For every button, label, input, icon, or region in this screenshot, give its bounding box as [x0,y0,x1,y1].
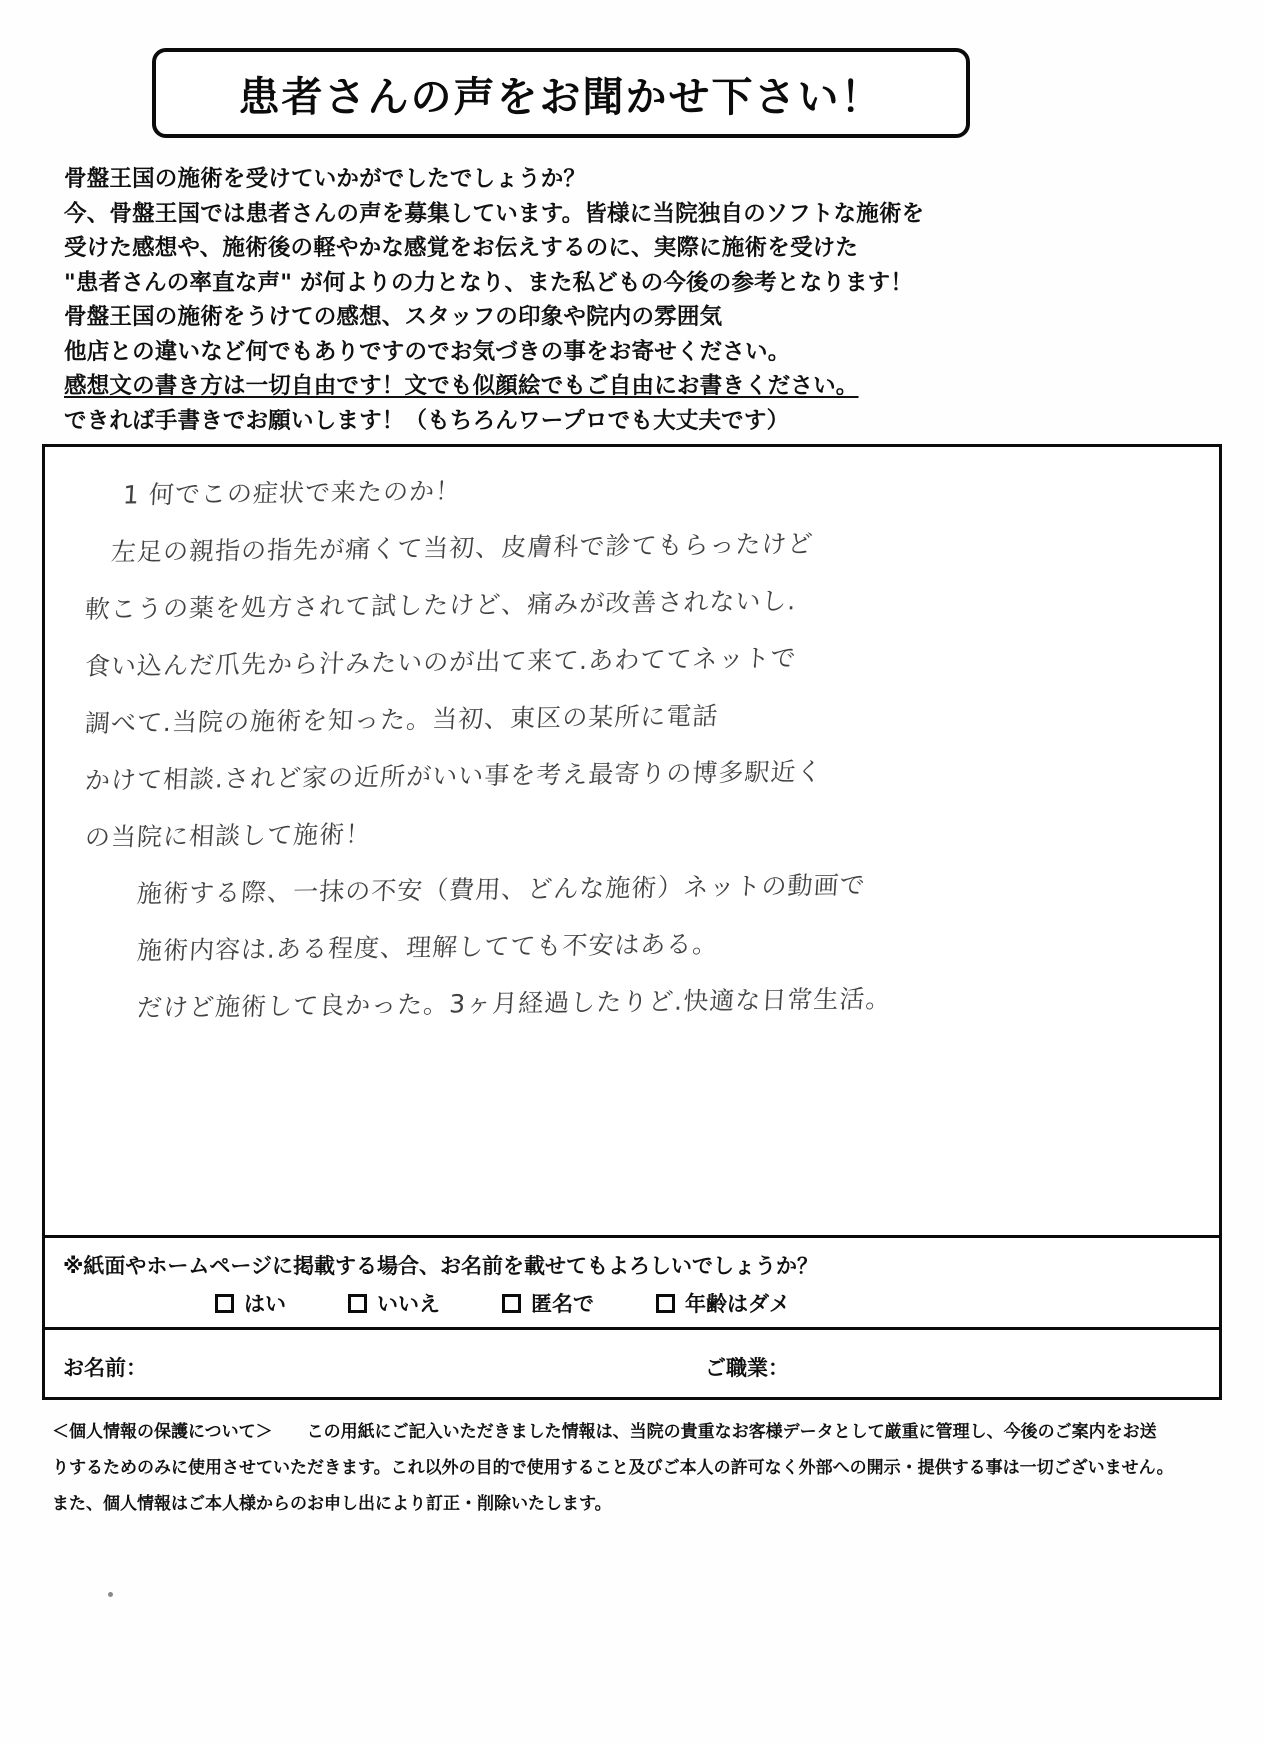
handwriting-line: 1 何でこの症状で来たのか！ [122,476,462,510]
personal-details-row [42,1330,1222,1400]
checkbox-icon[interactable] [502,1294,521,1313]
name-input[interactable] [175,1348,659,1380]
permission-option-label: 年齢はダメ [685,1292,790,1316]
intro-line: 骨盤王国の施術をうけての感想、スタッフの印象や院内の雰囲気 [64,304,723,330]
permission-option-no[interactable] [348,1288,440,1318]
handwriting-line: 調べて.当院の施術を知った。当初、東区の某所に電話 [84,701,720,738]
privacy-line: りするためのみに使用させていただきます。これ以外の目的で使用すること及びご本人の許可なく外部への開示・提供する事は一切ございません。 [52,1458,1174,1478]
intro-line: "患者さんの率直な声" が何よりの力となり、また私どもの今後の参考となります！ [64,269,914,296]
occupation-field-label: ご職業： [705,1356,789,1380]
intro-line: できれば手書きでお願いします！（もちろんワープロでも大丈夫です） [64,407,790,434]
handwritten-response [85,467,1185,1037]
intro-line: 今、骨盤王国では患者さんの声を募集しています。皆様に当院独自のソフトな施術を [64,200,925,227]
intro-line-emphasis: 感想文の書き方は一切自由です！文でも似顔絵でもご自由にお書きください。 [64,373,859,399]
name-field-label: お名前： [63,1356,147,1380]
handwriting-line: かけて相談.されど家の近所がいい事を考え最寄りの博多駅近く [84,756,824,795]
permission-option-no-age[interactable] [656,1288,790,1318]
intro-paragraph [64,162,1124,438]
intro-line: 受けた感想や、施術後の軽やかな感覚をお伝えするのに、実際に施術を受けた [64,235,859,261]
paper-speck [108,1592,113,1597]
checkbox-icon[interactable] [215,1294,234,1313]
page-title-banner [152,48,970,138]
privacy-line: ＜個人情報の保護について＞ この用紙にご記入いただきました情報は、当院の貴重なお客様データとして厳重に管理し、今後のご案内をお送 [52,1422,1157,1442]
free-response-area[interactable] [42,444,1222,1238]
permission-options [215,1288,790,1318]
permission-option-label: 匿名で [531,1292,594,1316]
privacy-line: また、個人情報はご本人様からのお申し出により訂正・削除いたします。 [52,1494,612,1514]
checkbox-icon[interactable] [348,1294,367,1313]
handwriting-line: 施術内容は.ある程度、理解してても不安はある。 [136,929,720,966]
permission-option-label: はい [244,1292,286,1316]
permission-option-anonymous[interactable] [502,1288,594,1318]
handwriting-line: 軟こうの薬を処方されて試したけど、痛みが改善されないし. [84,586,798,624]
handwriting-line: 食い込んだ爪先から汁みたいのが出て来て.あわててネットで [84,643,798,681]
handwriting-line: だけど施術して良かった。3ヶ月経過したりど.快適な日常生活。 [136,984,893,1023]
intro-line: 骨盤王国の施術を受けていかがでしたでしょうか？ [64,166,587,192]
intro-line: 他店との違いなど何でもありですのでお気づきの事をお寄せください。 [64,338,791,365]
privacy-notice [52,1414,1212,1522]
permission-question: ※紙面やホームページに掲載する場合、お名前を載せてもよろしいでしょうか？ [63,1254,818,1278]
occupation-input[interactable] [845,1348,1209,1380]
page-title: 患者さんの声をお聞かせ下さい！ [238,72,884,121]
publication-permission-section [42,1238,1222,1330]
handwriting-line: 左足の親指の指先が痛くて当初、皮膚科で診てもらったけど [110,529,815,567]
permission-option-yes[interactable] [215,1288,286,1318]
handwriting-line: の当院に相談して施術！ [84,819,373,852]
permission-option-label: いいえ [377,1292,440,1316]
checkbox-icon[interactable] [656,1294,675,1313]
handwriting-line: 施術する際、一抹の不安（費用、どんな施術）ネットの動画で [136,870,867,909]
